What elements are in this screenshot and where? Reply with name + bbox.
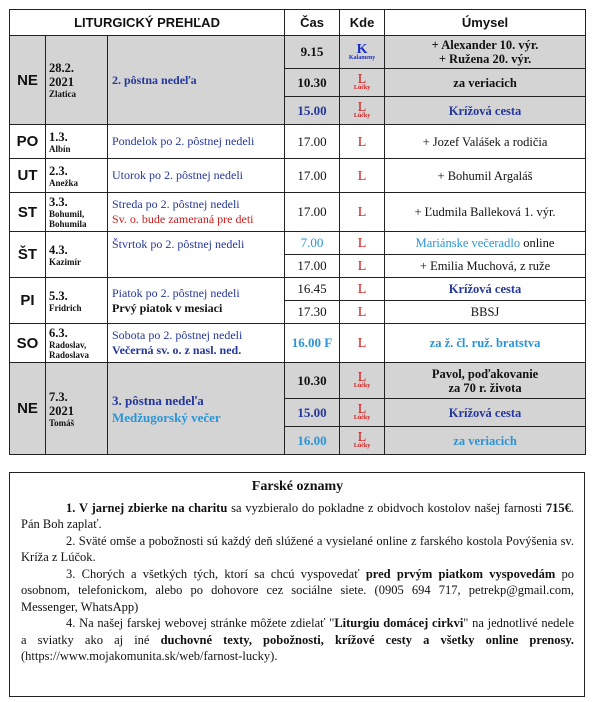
celebration: Piatok po 2. pôstnej nedeli (112, 285, 240, 300)
place-cell (340, 97, 385, 125)
place-code: L (357, 100, 367, 115)
mass-time: 15.00 (285, 97, 340, 125)
table-row (10, 363, 586, 399)
table-row (10, 159, 586, 193)
notice-2 (21, 533, 574, 566)
celebration-note: Večerná sv. o. z nasl. ned. (112, 343, 242, 357)
place-cell (340, 232, 385, 255)
place-cell (340, 36, 385, 69)
notice-text: " na jednotlivé nedele a sviatky ako aj iné (21, 616, 574, 647)
notice-text: 4. Na našej farskej webovej stránke môžete zdielať " (66, 616, 335, 630)
notice-1 (21, 500, 574, 533)
celebration-note: Prvý piatok v mesiaci (112, 300, 223, 315)
date-cell (46, 324, 108, 363)
date: 7.3. (49, 389, 68, 404)
date: 4.3. (49, 242, 68, 257)
notice-amount: 715€ (545, 500, 571, 515)
place-cell (340, 363, 385, 399)
intention: Krížová cesta (385, 278, 586, 301)
place-subtitle: Lúčky (353, 85, 371, 91)
table-row (10, 278, 586, 301)
name-day: Anežka (49, 177, 78, 188)
parish-notices (9, 472, 585, 697)
date-cell (46, 125, 108, 159)
notice-highlight: V jarnej zbierke na charitu (78, 500, 228, 515)
name-day: Fridrich (49, 302, 82, 313)
intention: Krížová cesta (385, 97, 586, 125)
name-day: Bohumil, (49, 209, 85, 219)
celebration: 2. pôstna nedeľa (112, 72, 197, 87)
place-code: K (356, 41, 368, 57)
day-abbr: NE (10, 36, 46, 125)
name-day: Tomáš (49, 417, 75, 428)
notices-title: Farské oznamy (251, 479, 344, 494)
notice-text: . Pán Boh zaplať. (21, 500, 574, 531)
name-day: Radoslava (49, 350, 90, 360)
notice-text: 2. Sväté omše a pobožnosti sú každý deň slúžené a vysielané online z farského kostola Povýšenia sv. Kríža z Lúčok. (21, 533, 574, 564)
date: 1.3. (49, 129, 68, 144)
mass-time: 15.00 (285, 399, 340, 427)
header-intention: Úmysel (385, 10, 586, 36)
celebration-note: Medžugorský večer (112, 409, 221, 425)
intention: + Emilia Muchová, z ruže (385, 255, 586, 278)
notice-text: 3. Chorých a všetkých tých, ktorí sa chcú vyspovedať (66, 566, 366, 581)
name-day: Kazimír (49, 256, 81, 267)
table-row (10, 324, 586, 363)
name-day: Zlatica (49, 89, 76, 99)
name-day: Albín (49, 143, 71, 154)
mass-time: 7.00 (285, 232, 340, 255)
place-code: L (357, 282, 367, 297)
intention-line: + Ružena 20. výr. (438, 52, 532, 66)
place-subtitle: Lúčky (353, 415, 371, 421)
day-abbr: ŠT (10, 232, 46, 278)
day-abbr: NE (10, 363, 46, 455)
intention: BBSJ (385, 301, 586, 324)
year: 2021 (49, 403, 74, 418)
day-abbr: PO (10, 125, 46, 159)
celebration-cell (108, 36, 285, 125)
intention: + Bohumil Argaláš (385, 159, 586, 193)
place-cell (340, 399, 385, 427)
intention-cell (385, 232, 586, 255)
day-abbr: ST (10, 193, 46, 232)
table-row (10, 125, 586, 159)
name-day: Bohumila (49, 219, 87, 229)
place-code: L (357, 370, 367, 385)
place-code: L (357, 168, 367, 184)
notice-3 (21, 566, 574, 616)
intention: za veriacich (385, 427, 586, 455)
date: 5.3. (49, 288, 68, 303)
place-cell (340, 125, 385, 159)
mass-time: 17.30 (285, 301, 340, 324)
date-cell (46, 36, 108, 125)
header-time: Čas (285, 10, 340, 36)
celebration-cell (108, 278, 285, 324)
date-cell (46, 193, 108, 232)
day-abbr: SO (10, 324, 46, 363)
place-code: L (357, 259, 367, 274)
place-cell (340, 278, 385, 301)
mass-time: 17.00 (285, 159, 340, 193)
header-overview: LITURGICKÝ PREHĽAD (10, 10, 285, 36)
table-row (10, 232, 586, 255)
table-row (10, 193, 586, 232)
celebration: Sobota po 2. pôstnej nedeli (112, 328, 243, 342)
place-cell (340, 193, 385, 232)
place-cell (340, 427, 385, 455)
place-subtitle: Lúčky (353, 113, 371, 119)
name-day: Radoslav, (49, 340, 87, 350)
intention: Mariánske večeradlo (415, 236, 521, 250)
place-code: L (357, 430, 367, 445)
intention-line: za 70 r. života (448, 380, 522, 395)
mass-time: 16.00 (285, 427, 340, 455)
table-header-row (10, 10, 586, 36)
celebration-cell (108, 324, 285, 363)
date: 3.3. (49, 195, 68, 209)
intention-cell (385, 363, 586, 399)
date-cell (46, 363, 108, 455)
place-code: L (357, 336, 367, 351)
mass-time: 17.00 (285, 193, 340, 232)
day-abbr: PI (10, 278, 46, 324)
notice-4 (21, 615, 574, 665)
place-subtitle: Lúčky (353, 383, 371, 389)
day-abbr: UT (10, 159, 46, 193)
intention-suffix: online (520, 236, 555, 250)
mass-time: 9.15 (285, 36, 340, 69)
notice-number: 1. (66, 500, 79, 515)
notice-highlight: pred prvým piatkom vyspovedám (365, 566, 556, 581)
mass-time: 10.30 (285, 363, 340, 399)
place-cell (340, 324, 385, 363)
header-place: Kde (340, 10, 385, 36)
liturgical-schedule-table (9, 9, 586, 455)
mass-time: 16.45 (285, 278, 340, 301)
intention: za ž. čl. ruž. bratstva (385, 324, 586, 363)
place-code: L (357, 72, 367, 87)
place-code: L (357, 305, 367, 320)
intention: Krížová cesta (385, 399, 586, 427)
date: 28.2. (49, 61, 74, 75)
place-code: L (357, 205, 367, 220)
date-cell (46, 278, 108, 324)
place-code: L (357, 236, 367, 251)
celebration: 3. pôstna nedeľa (112, 392, 204, 408)
notice-highlight: duchovné texty, pobožnosti, krížové cesty a všetky online prenosy. (160, 632, 575, 647)
place-code: L (357, 134, 367, 150)
mass-time: 10.30 (285, 69, 340, 97)
mass-time: 17.00 (285, 125, 340, 159)
date: 6.3. (49, 326, 68, 340)
date: 2.3. (49, 163, 68, 178)
place-cell (340, 159, 385, 193)
notice-link[interactable]: (https://www.mojakomunita.sk/web/farnost-lucky). (21, 649, 278, 663)
place-cell (340, 69, 385, 97)
celebration: Pondelok po 2. pôstnej nedeli (108, 125, 285, 159)
place-cell (340, 301, 385, 324)
intention: + Jozef Valášek a rodičia (385, 125, 586, 159)
celebration: Utorok po 2. pôstnej nedeli (108, 159, 285, 193)
date-cell (46, 159, 108, 193)
celebration-cell (108, 363, 285, 455)
intention: za veriacich (385, 69, 586, 97)
celebration-note: Sv. o. bude zameraná pre deti (112, 212, 254, 226)
mass-time: 17.00 (285, 255, 340, 278)
place-cell (340, 255, 385, 278)
intention-cell (385, 36, 586, 69)
year: 2021 (49, 75, 74, 89)
table-row (10, 36, 586, 69)
place-subtitle: Kalameny (348, 54, 376, 61)
notice-text: sa vyzbieralo do pokladne z obidvoch kostolov našej farnosti (227, 500, 546, 515)
place-code: L (357, 402, 367, 417)
mass-time: 16.00 F (285, 324, 340, 363)
celebration-cell (108, 193, 285, 232)
notice-highlight: Liturgiu domácej cirkvi (334, 616, 464, 630)
notice-text: po osobnom, telefonickom, alebo po dohovore cez sociálne siete. (0905 694 717, petrekp@gmail.com, Messenger, WhatsApp) (21, 566, 574, 614)
date-cell (46, 232, 108, 278)
intention-line: Pavol, poďakovanie (431, 366, 539, 381)
celebration: Streda po 2. pôstnej nedeli (112, 197, 240, 211)
celebration: Štvrtok po 2. pôstnej nedeli (108, 232, 285, 278)
intention-line: + Alexander 10. výr. (431, 38, 539, 52)
intention: + Ľudmila Balleková 1. výr. (385, 193, 586, 232)
place-subtitle: Lúčky (353, 443, 371, 449)
